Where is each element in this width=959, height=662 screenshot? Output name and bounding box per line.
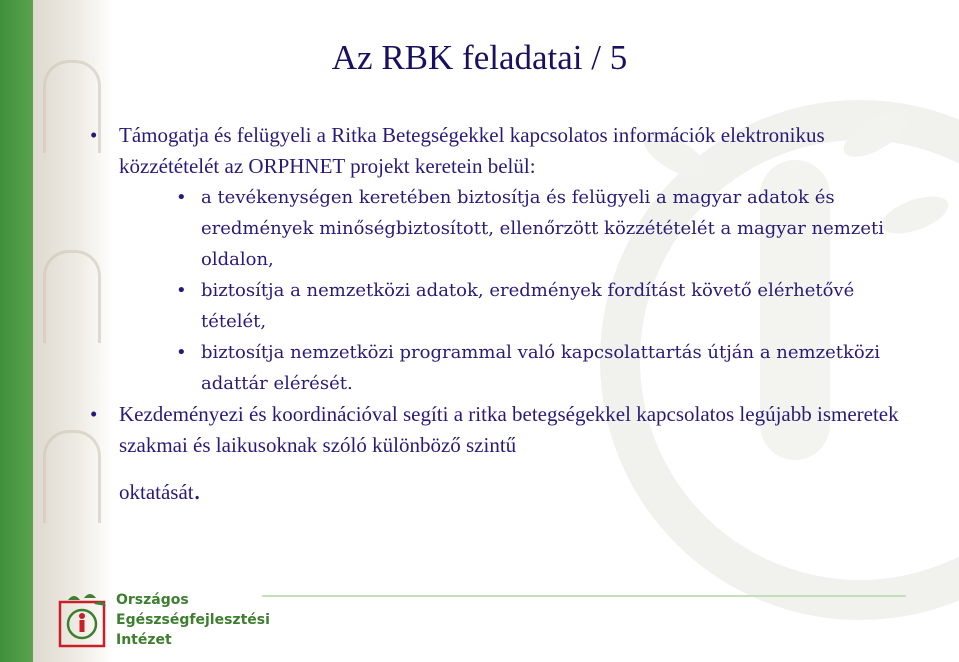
institute-logo [58, 588, 318, 658]
bullet-tail-text: oktatását [119, 480, 194, 504]
bullet-item-2 [90, 399, 920, 508]
slide-content [90, 120, 920, 508]
bullet-text: Kezdeményezi és koordinációval segíti a ritka betegségekkel kapcsolatos legújabb ismeretek szakmai és laikusoknak szóló különböző szintű [119, 402, 899, 457]
slide-title: Az RBK feladatai / 5 [331, 38, 628, 77]
institute-logo-icon [58, 592, 108, 648]
sub-bullet-item-3 [176, 337, 920, 399]
logo-line-2: Egészségfejlesztési [116, 612, 270, 628]
bullet-text: Támogatja és felügyeli a Ritka Betegségekkel kapcsolatos információk elektronikus közzétételét az ORPHNET projekt keretein belül: [119, 123, 825, 178]
sub-bullet-item-2 [176, 275, 920, 337]
sub-bullet-item-1 [176, 182, 920, 275]
logo-line-1: Országos [116, 592, 189, 608]
bullet-icon: • [90, 123, 98, 147]
bullet-tail-dot: . [193, 475, 201, 506]
logo-line-3: Intézet [116, 632, 172, 648]
sub-bullet-text: biztosítja a nemzetközi adatok, eredmények fordítást követő elérhetővé tételét, [201, 280, 855, 332]
bullet-icon: • [176, 187, 187, 208]
sub-bullet-text: biztosítja nemzetközi programmal való kapcsolattartás útján a nemzetközi adattár elérését. [201, 342, 880, 394]
bullet-icon: • [176, 342, 187, 363]
left-green-bar [0, 0, 33, 662]
sub-bullet-text: a tevékenységen keretében biztosítja és felügyeli a magyar adatok és eredmények minőségbiztosított, ellenőrzött közzétételét a magyar nemzeti oldalon, [201, 187, 884, 270]
bullet-item-1 [90, 120, 920, 182]
institute-logo-text [116, 590, 270, 650]
bullet-tail [119, 475, 920, 508]
sub-bullet-list [176, 182, 920, 399]
bullet-icon: • [90, 402, 98, 426]
footer-divider [262, 595, 906, 597]
bullet-icon: • [176, 280, 187, 301]
